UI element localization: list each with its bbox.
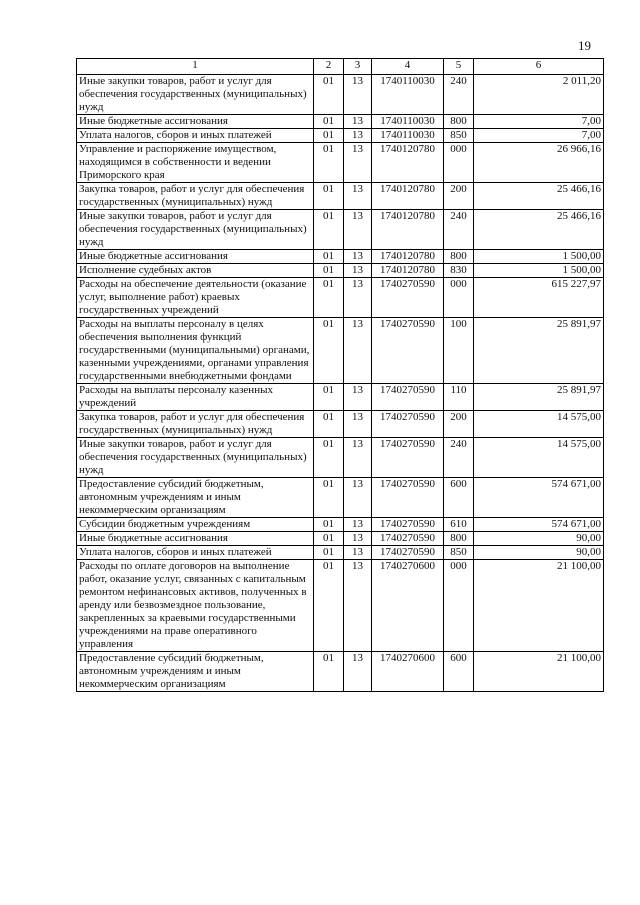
amount-value: 1 500,00: [474, 264, 604, 278]
subsection-code: 13: [344, 518, 372, 532]
amount-value: 1 500,00: [474, 250, 604, 264]
table-row: [77, 546, 604, 560]
table-row: [77, 143, 604, 183]
subsection-code: 13: [344, 438, 372, 478]
table-row: [77, 318, 604, 384]
expense-type-code: 110: [444, 384, 474, 411]
table-row: [77, 75, 604, 115]
header-cell: 6: [474, 59, 604, 75]
item-name: Расходы на обеспечение деятельности (оказание услуг, выполнение работ) краевых государственных учреждений: [77, 278, 314, 318]
table-row: [77, 438, 604, 478]
subsection-code: 13: [344, 546, 372, 560]
subsection-code: 13: [344, 115, 372, 129]
section-code: 01: [314, 478, 344, 518]
target-article-code: 1740270590: [372, 518, 444, 532]
section-code: 01: [314, 652, 344, 692]
amount-value: 2 011,20: [474, 75, 604, 115]
amount-value: 26 966,16: [474, 143, 604, 183]
table-row: [77, 264, 604, 278]
item-name: Иные бюджетные ассигнования: [77, 115, 314, 129]
header-cell: 3: [344, 59, 372, 75]
expense-type-code: 200: [444, 183, 474, 210]
target-article-code: 1740120780: [372, 143, 444, 183]
header-cell: 5: [444, 59, 474, 75]
section-code: 01: [314, 318, 344, 384]
header-cell: 2: [314, 59, 344, 75]
section-code: 01: [314, 384, 344, 411]
expense-type-code: 600: [444, 478, 474, 518]
item-name: Субсидии бюджетным учреждениям: [77, 518, 314, 532]
amount-value: 90,00: [474, 532, 604, 546]
section-code: 01: [314, 560, 344, 652]
section-code: 01: [314, 143, 344, 183]
item-name: Иные закупки товаров, работ и услуг для обеспечения государственных (муниципальных) нужд: [77, 210, 314, 250]
expense-type-code: 800: [444, 250, 474, 264]
section-code: 01: [314, 75, 344, 115]
subsection-code: 13: [344, 210, 372, 250]
amount-value: 21 100,00: [474, 652, 604, 692]
section-code: 01: [314, 518, 344, 532]
target-article-code: 1740270590: [372, 411, 444, 438]
item-name: Расходы на выплаты персоналу в целях обеспечения выполнения функций государственными (муниципальными) органами, казенными учреждениями, органами управления государственными внебюджетными фондами: [77, 318, 314, 384]
subsection-code: 13: [344, 384, 372, 411]
amount-value: 7,00: [474, 115, 604, 129]
target-article-code: 1740110030: [372, 115, 444, 129]
amount-value: 21 100,00: [474, 560, 604, 652]
section-code: 01: [314, 183, 344, 210]
expense-type-code: 600: [444, 652, 474, 692]
expense-type-code: 200: [444, 411, 474, 438]
subsection-code: 13: [344, 250, 372, 264]
table-row: [77, 532, 604, 546]
expense-type-code: 000: [444, 278, 474, 318]
table-row: [77, 183, 604, 210]
table-row: [77, 384, 604, 411]
table-row: [77, 210, 604, 250]
subsection-code: 13: [344, 143, 372, 183]
expense-type-code: 800: [444, 532, 474, 546]
item-name: Исполнение судебных актов: [77, 264, 314, 278]
item-name: Закупка товаров, работ и услуг для обеспечения государственных (муниципальных) нужд: [77, 183, 314, 210]
item-name: Уплата налогов, сборов и иных платежей: [77, 129, 314, 143]
subsection-code: 13: [344, 129, 372, 143]
item-name: Предоставление субсидий бюджетным, автономным учреждениям и иным некоммерческим организациям: [77, 478, 314, 518]
table-row: [77, 411, 604, 438]
target-article-code: 1740270590: [372, 546, 444, 560]
item-name: Расходы по оплате договоров на выполнение работ, оказание услуг, связанных с капитальным ремонтом нефинансовых активов, полученных в аренду или безвозмездное пользование, закрепленных за краевыми государственными учреждениями на праве оперативного управления: [77, 560, 314, 652]
page-number: 19: [578, 38, 591, 53]
amount-value: 14 575,00: [474, 411, 604, 438]
section-code: 01: [314, 264, 344, 278]
table-row: [77, 478, 604, 518]
amount-value: 25 466,16: [474, 210, 604, 250]
target-article-code: 1740270590: [372, 438, 444, 478]
item-name: Расходы на выплаты персоналу казенных учреждений: [77, 384, 314, 411]
subsection-code: 13: [344, 278, 372, 318]
target-article-code: 1740270590: [372, 278, 444, 318]
item-name: Иные закупки товаров, работ и услуг для обеспечения государственных (муниципальных) нужд: [77, 75, 314, 115]
section-code: 01: [314, 250, 344, 264]
table-row: [77, 115, 604, 129]
expense-type-code: 000: [444, 560, 474, 652]
budget-table: [76, 58, 604, 692]
subsection-code: 13: [344, 411, 372, 438]
expense-type-code: 240: [444, 210, 474, 250]
subsection-code: 13: [344, 560, 372, 652]
header-cell: 4: [372, 59, 444, 75]
expense-type-code: 000: [444, 143, 474, 183]
target-article-code: 1740270590: [372, 384, 444, 411]
section-code: 01: [314, 546, 344, 560]
target-article-code: 1740270600: [372, 560, 444, 652]
amount-value: 574 671,00: [474, 518, 604, 532]
table-row: [77, 560, 604, 652]
subsection-code: 13: [344, 318, 372, 384]
item-name: Уплата налогов, сборов и иных платежей: [77, 546, 314, 560]
amount-value: 14 575,00: [474, 438, 604, 478]
table-row: [77, 250, 604, 264]
section-code: 01: [314, 411, 344, 438]
subsection-code: 13: [344, 478, 372, 518]
target-article-code: 1740270600: [372, 652, 444, 692]
amount-value: 25 466,16: [474, 183, 604, 210]
item-name: Иные закупки товаров, работ и услуг для обеспечения государственных (муниципальных) нужд: [77, 438, 314, 478]
section-code: 01: [314, 278, 344, 318]
amount-value: 615 227,97: [474, 278, 604, 318]
target-article-code: 1740110030: [372, 129, 444, 143]
subsection-code: 13: [344, 75, 372, 115]
table-row: [77, 278, 604, 318]
section-code: 01: [314, 532, 344, 546]
target-article-code: 1740270590: [372, 532, 444, 546]
item-name: Иные бюджетные ассигнования: [77, 250, 314, 264]
expense-type-code: 830: [444, 264, 474, 278]
expense-type-code: 850: [444, 129, 474, 143]
target-article-code: 1740120780: [372, 264, 444, 278]
amount-value: 574 671,00: [474, 478, 604, 518]
item-name: Предоставление субсидий бюджетным, автономным учреждениям и иным некоммерческим организациям: [77, 652, 314, 692]
amount-value: 7,00: [474, 129, 604, 143]
section-code: 01: [314, 129, 344, 143]
table-row: [77, 652, 604, 692]
target-article-code: 1740270590: [372, 478, 444, 518]
item-name: Закупка товаров, работ и услуг для обеспечения государственных (муниципальных) нужд: [77, 411, 314, 438]
expense-type-code: 610: [444, 518, 474, 532]
target-article-code: 1740120780: [372, 183, 444, 210]
table-row: [77, 129, 604, 143]
item-name: Иные бюджетные ассигнования: [77, 532, 314, 546]
expense-type-code: 240: [444, 438, 474, 478]
header-cell: 1: [77, 59, 314, 75]
header-row: [77, 59, 604, 75]
target-article-code: 1740270590: [372, 318, 444, 384]
item-name: Управление и распоряжение имуществом, находящимся в собственности и ведении Приморского края: [77, 143, 314, 183]
section-code: 01: [314, 115, 344, 129]
amount-value: 25 891,97: [474, 318, 604, 384]
section-code: 01: [314, 210, 344, 250]
target-article-code: 1740120780: [372, 210, 444, 250]
subsection-code: 13: [344, 264, 372, 278]
expense-type-code: 800: [444, 115, 474, 129]
section-code: 01: [314, 438, 344, 478]
amount-value: 90,00: [474, 546, 604, 560]
expense-type-code: 100: [444, 318, 474, 384]
subsection-code: 13: [344, 183, 372, 210]
target-article-code: 1740120780: [372, 250, 444, 264]
subsection-code: 13: [344, 532, 372, 546]
subsection-code: 13: [344, 652, 372, 692]
table-row: [77, 518, 604, 532]
expense-type-code: 850: [444, 546, 474, 560]
amount-value: 25 891,97: [474, 384, 604, 411]
expense-type-code: 240: [444, 75, 474, 115]
target-article-code: 1740110030: [372, 75, 444, 115]
